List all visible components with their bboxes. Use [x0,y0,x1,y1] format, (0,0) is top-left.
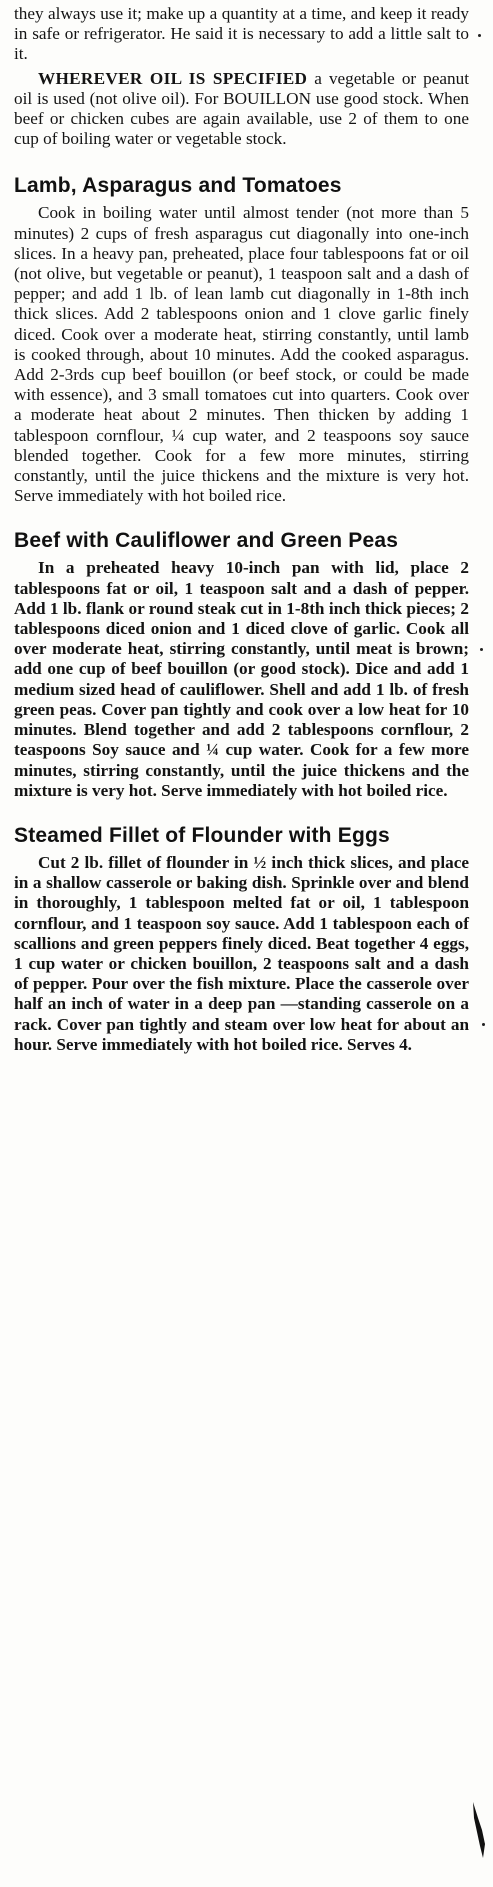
recipe-body: Cut 2 lb. fillet of flounder in ½ inch thick slices, and place in a shallow casserole or baking dish. Sprinkle over and blend in thoroughly, 1 tablespoon melted fat or oil, 1 tablespoon cornflour, and 1 teaspoon soy sauce. Add 1 tablespoon each of scallions and green peppers finely diced. Beat together 4 eggs, 1 cup water or chicken bouillon, 2 teaspoons salt and a dash of pepper. Pour over the fish mixture. Place the casserole over half an inch of water in a deep pan —standing casserole on a rack. Cover pan tightly and steam over low heat for about an hour. Serve immediately with hot boiled rice. Serves 4. [14,852,469,1054]
oil-note-lead: WHEREVER OIL IS SPECIFIED [38,68,308,88]
recipe-title: Lamb, Asparagus and Tomatoes [14,174,342,198]
ink-smudge [470,1800,488,1860]
ink-speck [480,648,483,651]
ink-speck [478,34,481,37]
recipe-steamed-flounder [14,823,469,1055]
recipe-body: Cook in boiling water until almost tender (not more than 5 minutes) 2 cups of fresh asparagus cut diagonally into one-inch slices. In a heavy pan, preheated, place four tablespoons fat or oil (not olive, but vegetable or peanut), 1 teaspoon salt and a dash of pepper; and add 1 lb. of lean lamb cut diagonally in 1-8th inch thick slices. Add 2 tablespoons onion and 1 clove garlic finely diced. Cook over a moderate heat, stirring constantly, until lamb is cooked through, about 10 minutes. Add the cooked asparagus. Add 2-3rds cup beef bouillon (or beef stock, or could be made with essence), and 3 small tomatoes cut into quarters. Cook over a moderate heat about 2 minutes. Then thicken by adding 1 tablespoon cornflour, ¼ cup water, and 2 teaspoons soy sauce blended together. Cook for a few more minutes, stirring constantly, until the juice thickens and the mixture is very hot. Serve immediately with hot boiled rice. [14,203,469,506]
oil-note-text: a vegetable or peanut oil is used (not olive oil). For BOUILLON use good stock. When beef or chicken cubes are again available, use 2 of them to one cup of boiling water or vegetable stock. [14,68,469,149]
recipe-column [14,4,469,1055]
recipe-title: Beef with Cauliflower and Green Peas [14,529,399,553]
recipe-beef-cauliflower [14,528,469,800]
oil-bouillon-note [14,69,469,150]
ink-speck [482,1023,485,1026]
recipe-body: In a preheated heavy 10-inch pan with lid, place 2 tablespoons fat or oil, 1 teaspoon salt and a dash of pepper. Add 1 lb. flank or round steak cut in 1-8th inch thick pieces; 2 tablespoons diced onion and 1 diced clove of garlic. Cook all over moderate heat, stirring constantly, until meat is brown; add one cup of beef bouillon (or good stock). Dice and add 1 medium sized head of cauliflower. Shell and add 1 lb. of fresh green peas. Cover pan tightly and cook over a low heat for 10 minutes. Blend together and add 2 tablespoons cornflour, 2 teaspoons Soy sauce and ¼ cup water. Cook for a few more minutes, stirring constantly, until the juice thickens and the mixture is very hot. Serve immediately with hot boiled rice. [14,558,469,800]
recipe-lamb-asparagus [14,173,469,506]
intro-paragraph: they always use it; make up a quantity at a time, and keep it ready in safe or refrigerator. He said it is necessary to add a little salt to it. [14,4,469,64]
recipe-title: Steamed Fillet of Flounder with Eggs [14,823,390,847]
